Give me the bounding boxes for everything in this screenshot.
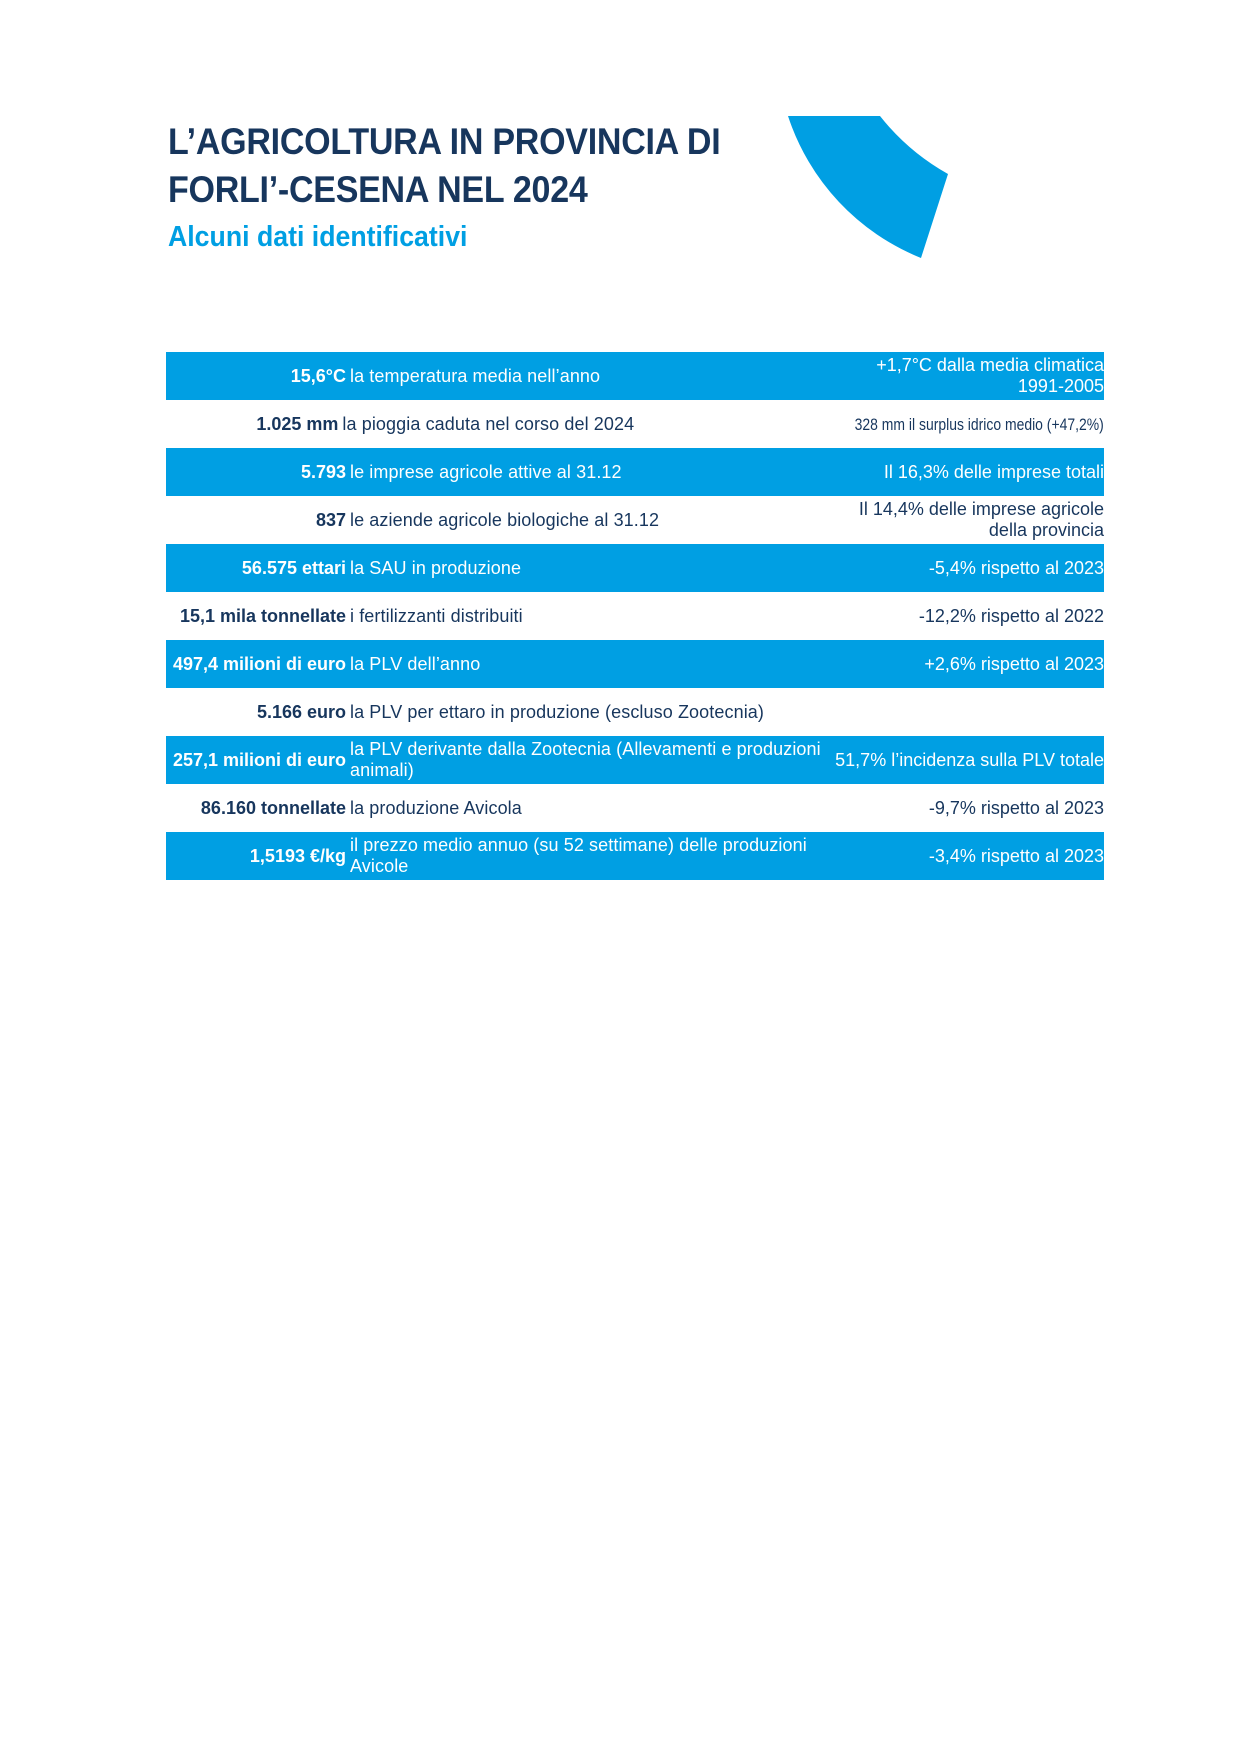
- table-row: [166, 640, 1104, 688]
- row-value: 86.160 tonnellate: [200, 797, 346, 818]
- table-row: [166, 736, 1104, 784]
- row-value: 497,4 milioni di euro: [172, 653, 346, 674]
- row-value: 837: [315, 509, 346, 530]
- row-note: -5,4% rispetto al 2023: [928, 557, 1104, 578]
- row-description: la PLV per ettaro in produzione (escluso Zootecnia): [350, 701, 764, 722]
- row-note: -9,7% rispetto al 2023: [928, 797, 1104, 818]
- page-title: [168, 118, 738, 214]
- table-row: [166, 544, 1104, 592]
- row-description: la temperatura media nell’anno: [350, 365, 601, 386]
- row-description: la PLV derivante dalla Zootecnia (Allevamenti e produzioni animali): [350, 739, 821, 780]
- key-figures-table: [166, 352, 1104, 880]
- table-row: [166, 352, 1104, 400]
- row-value: 1.025 mm: [256, 413, 339, 434]
- row-description: il prezzo medio annuo (su 52 settimane) delle produzioni Avicole: [350, 835, 807, 876]
- row-description: la produzione Avicola: [350, 797, 522, 818]
- row-value: 257,1 milioni di euro: [172, 749, 346, 770]
- row-note: 51,7% l’incidenza sulla PLV totale: [835, 749, 1104, 770]
- table-row: [166, 688, 1104, 736]
- table-row: [166, 448, 1104, 496]
- page-subtitle: Alcuni dati identificativi: [168, 221, 468, 253]
- arc-shape: [788, 116, 948, 258]
- row-value: 15,6°C: [290, 365, 346, 386]
- decorative-arc-graphic: [788, 116, 948, 258]
- table-row: [166, 592, 1104, 640]
- table-row: [166, 784, 1104, 832]
- row-description: i fertilizzanti distribuiti: [350, 605, 523, 626]
- row-value: 1,5193 €/kg: [249, 845, 346, 866]
- row-note: +1,7°C dalla media climatica 1991-2005: [876, 355, 1104, 396]
- row-note: +2,6% rispetto al 2023: [924, 653, 1104, 674]
- row-value: 15,1 mila tonnellate: [179, 605, 346, 626]
- row-value: 5.793: [300, 461, 346, 482]
- table-row: [166, 832, 1104, 880]
- title-line-2: FORLI’-CESENA NEL 2024: [168, 169, 588, 210]
- row-description: le aziende agricole biologiche al 31.12: [350, 509, 660, 530]
- row-description: la pioggia caduta nel corso del 2024: [342, 413, 635, 434]
- row-value: 56.575 ettari: [241, 557, 346, 578]
- row-note: -12,2% rispetto al 2022: [918, 605, 1104, 626]
- row-note: Il 16,3% delle imprese totali: [883, 461, 1104, 482]
- row-description: le imprese agricole attive al 31.12: [350, 461, 622, 482]
- row-description: la PLV dell’anno: [350, 653, 481, 674]
- title-line-1: L’AGRICOLTURA IN PROVINCIA DI: [168, 121, 721, 162]
- table-row: [166, 400, 1104, 448]
- row-value: 5.166 euro: [256, 701, 346, 722]
- row-description: la SAU in produzione: [350, 557, 522, 578]
- table-row: [166, 496, 1104, 544]
- row-note: 328 mm il surplus idrico medio (+47,2%): [854, 414, 1104, 434]
- row-note: -3,4% rispetto al 2023: [928, 845, 1104, 866]
- row-note: Il 14,4% delle imprese agricole della provincia: [858, 499, 1104, 540]
